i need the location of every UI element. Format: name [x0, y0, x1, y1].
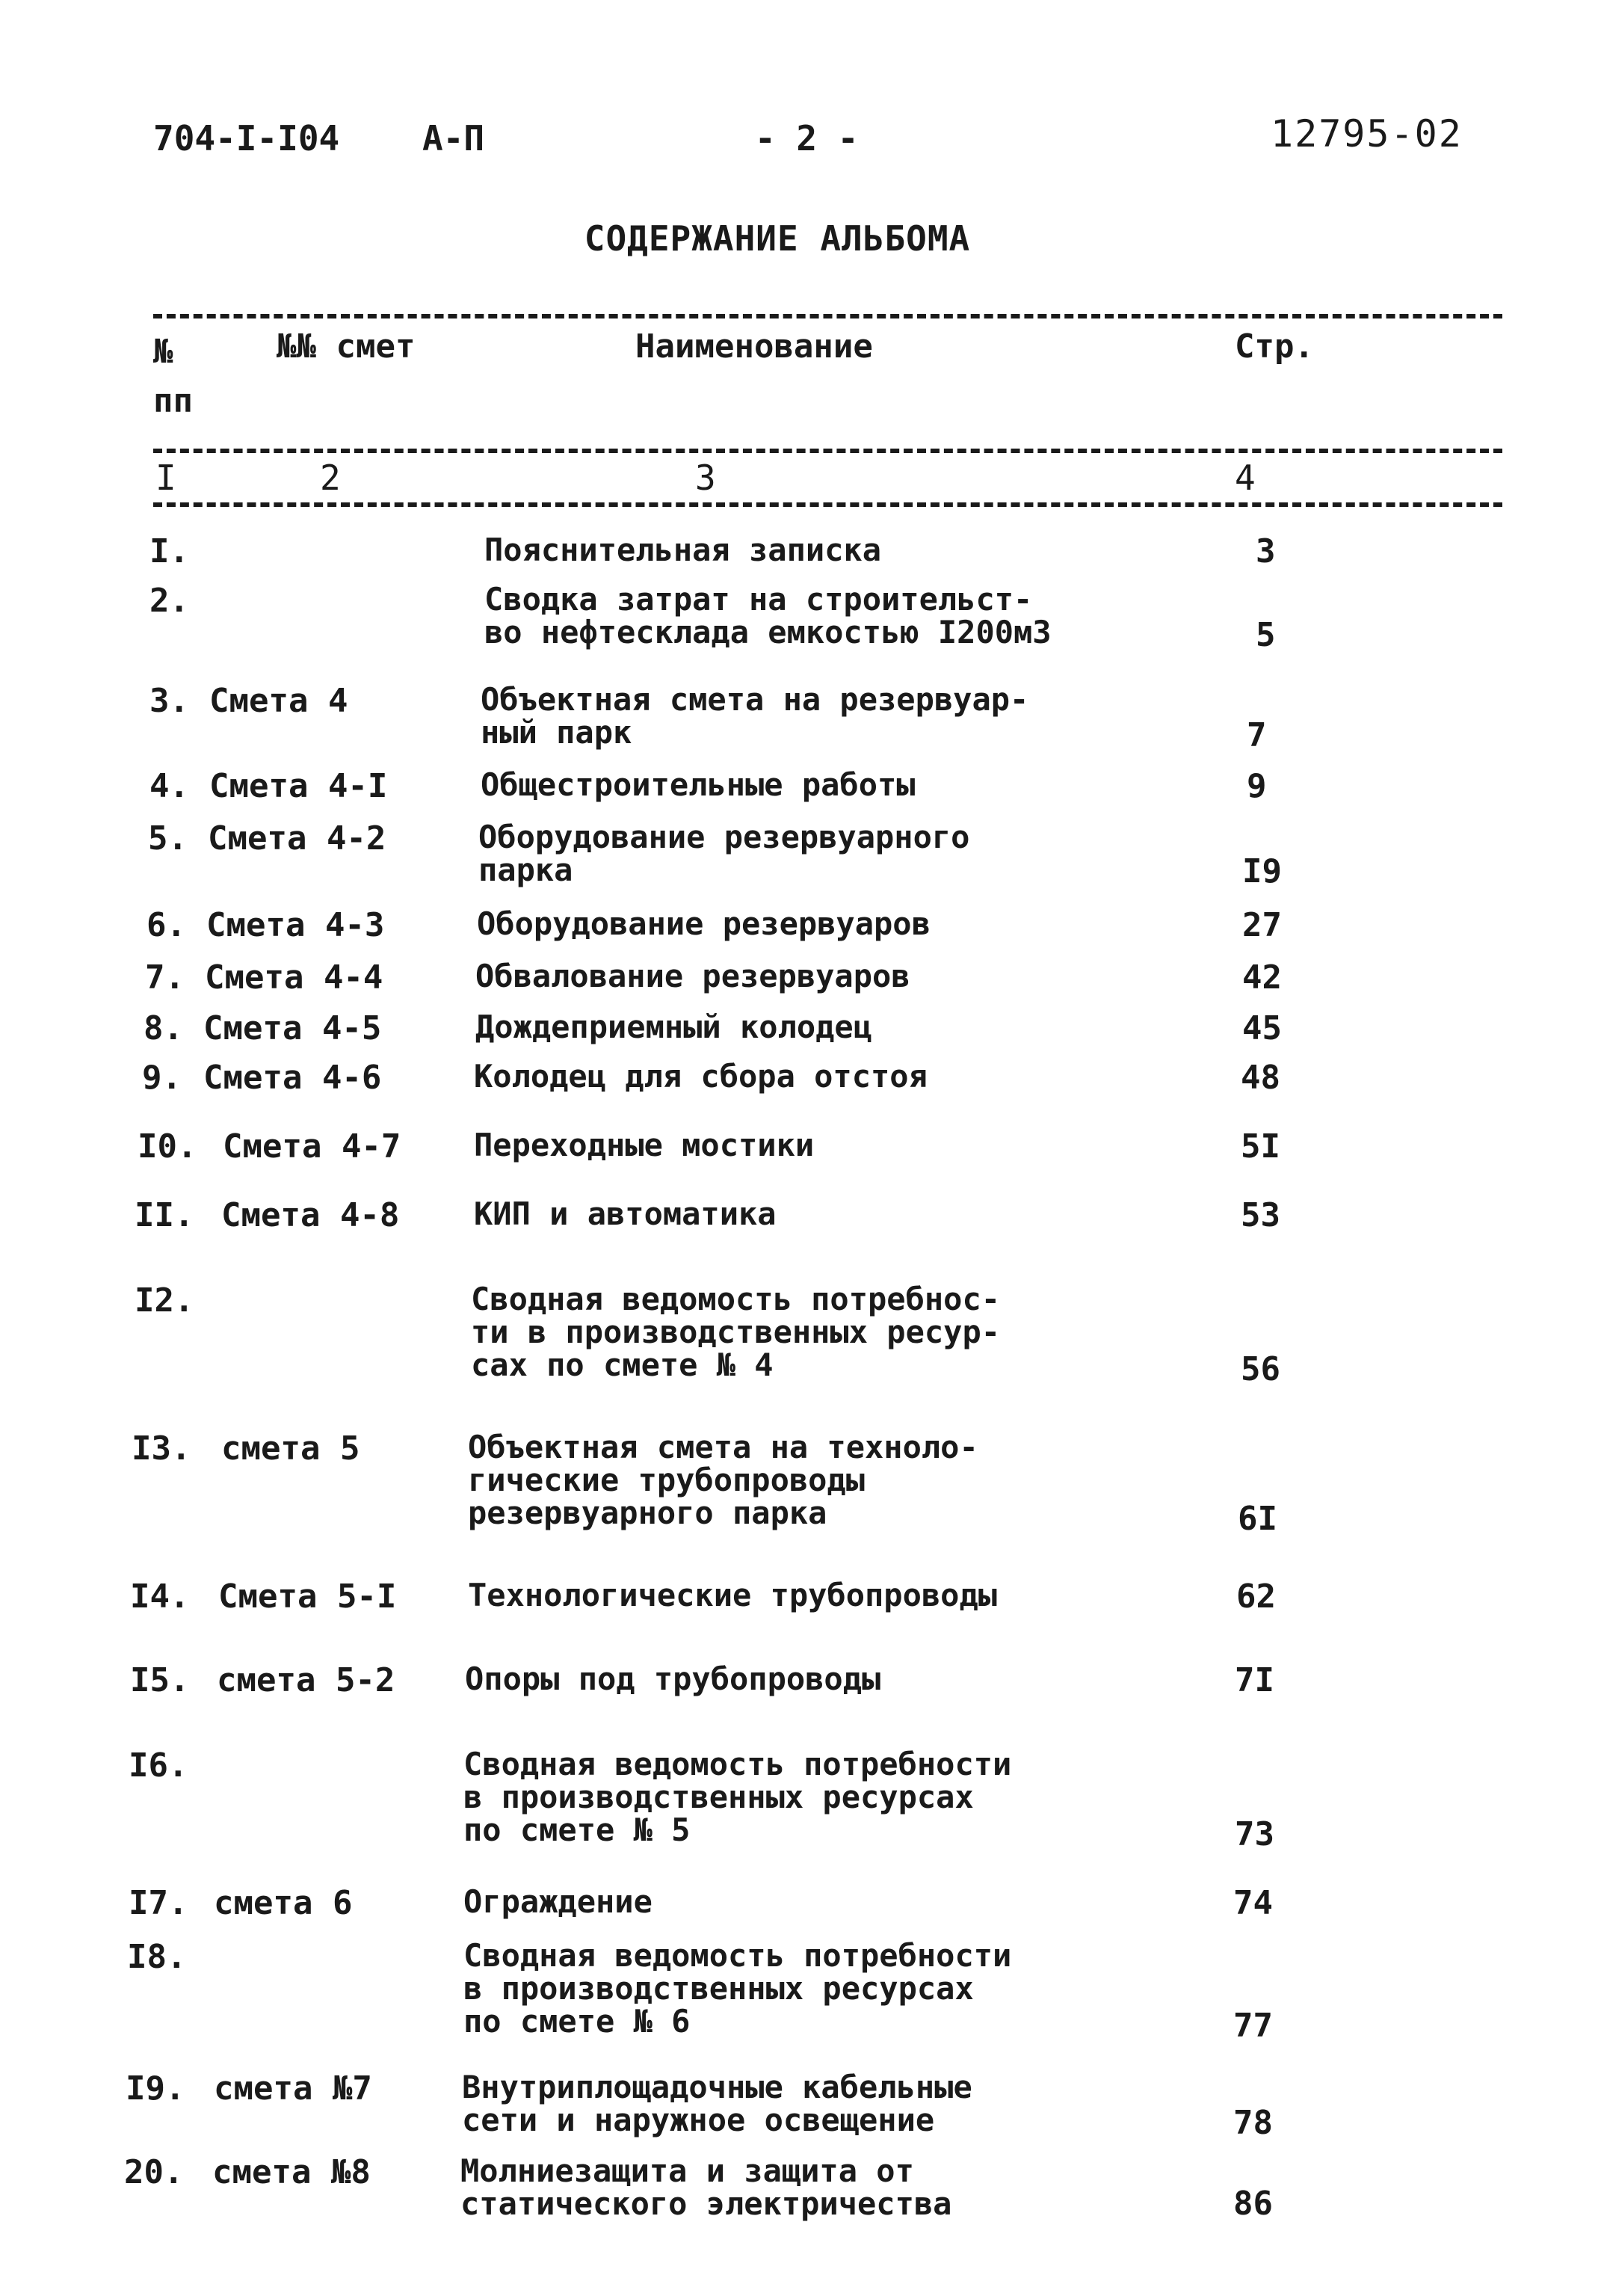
row-estimate: Смета 4-7 [223, 1127, 401, 1166]
row-estimate: Смета 4-4 [205, 958, 383, 997]
row-estimate: смета 6 [214, 1884, 353, 1922]
row-estimate: смета 5 [221, 1429, 360, 1468]
row-number: 8. [144, 1009, 183, 1047]
row-name: Дождеприемный колодец [475, 1009, 873, 1045]
row-number: 20. [124, 2153, 184, 2191]
row-page: 27 [1242, 906, 1282, 944]
row-number: I2. [135, 1281, 194, 1320]
row-estimate: смета №7 [214, 2069, 372, 2108]
row-number: I4. [130, 1578, 190, 1616]
column-number-1: I [155, 458, 176, 498]
row-estimate: Смета 4-2 [208, 819, 386, 858]
row-name: Молниезащита и защита от статического электричества [460, 2152, 952, 2222]
row-estimate: смета 5-2 [217, 1661, 395, 1699]
row-name: Объектная смета на резервуар- ный парк [481, 681, 1029, 751]
table-top-rule [153, 314, 1502, 318]
row-number: 9. [142, 1059, 182, 1097]
row-estimate: Смета 4-6 [203, 1059, 382, 1097]
header-bottom-rule [153, 449, 1502, 453]
row-estimate: Смета 4-3 [206, 906, 385, 944]
row-number: I0. [138, 1127, 197, 1166]
row-estimate: смета №8 [212, 2153, 371, 2191]
row-page: 7I [1235, 1661, 1274, 1699]
row-page: 62 [1236, 1578, 1276, 1616]
row-estimate: Смета 4-5 [203, 1009, 382, 1047]
row-name: Сводка затрат на строительст- во нефтесклада емкостью I200м3 [484, 581, 1052, 650]
page-title: СОДЕРЖАНИЕ АЛЬБОМА [584, 218, 971, 259]
row-name: Обвалование резервуаров [475, 958, 910, 994]
row-page: 73 [1235, 1815, 1274, 1853]
row-number: 3. [149, 682, 189, 720]
row-page: 7 [1247, 716, 1267, 754]
row-number: I5. [130, 1661, 190, 1699]
row-number: I7. [129, 1884, 188, 1922]
row-page: 86 [1233, 2185, 1273, 2223]
row-estimate: Смета 5-I [218, 1578, 397, 1616]
row-name: Ограждение [463, 1883, 653, 1920]
row-name: Оборудование резервуаров [477, 905, 931, 942]
row-number: II. [135, 1196, 194, 1234]
row-number: I6. [129, 1746, 188, 1785]
row-page: 56 [1241, 1350, 1280, 1388]
row-number: 6. [146, 906, 186, 944]
row-page: 45 [1242, 1009, 1282, 1047]
row-page: 53 [1241, 1196, 1280, 1234]
row-name: Объектная смета на техноло- гические трубопроводы резервуарного парка [468, 1429, 978, 1531]
row-name: Сводная ведомость потребности в производственных ресурсах по смете № 5 [463, 1746, 1012, 1848]
row-name: КИП и автоматика [474, 1195, 777, 1232]
column-number-4: 4 [1235, 458, 1256, 498]
row-page: 6I [1238, 1500, 1277, 1538]
row-name: Опоры под трубопроводы [465, 1661, 881, 1697]
row-number: I3. [132, 1429, 191, 1468]
column-header-page: Стр. [1235, 327, 1314, 366]
row-page: 74 [1233, 1884, 1273, 1922]
row-number: I8. [127, 1938, 187, 1976]
page-number: - 2 - [755, 118, 859, 158]
row-page: 3 [1256, 532, 1276, 570]
row-page: 9 [1247, 767, 1267, 805]
row-name: Оборудование резервуарного парка [478, 819, 970, 888]
row-estimate: Смета 4-I [209, 767, 388, 805]
column-header-estimate: №№ смет [277, 327, 416, 366]
column-header-no: № пп [153, 333, 193, 420]
row-estimate: Смета 4-8 [221, 1196, 400, 1234]
row-name: Переходные мостики [474, 1127, 815, 1163]
row-name: Сводная ведомость потребнос- ти в производственных ресур- сах по смете № 4 [471, 1281, 1001, 1383]
row-page: 78 [1233, 2104, 1273, 2142]
inventory-number: 12795-02 [1271, 112, 1463, 156]
column-header-name: Наименование [635, 327, 873, 366]
column-number-3: 3 [695, 458, 716, 498]
row-page: 5I [1241, 1127, 1280, 1166]
row-number: 4. [149, 767, 189, 805]
row-number: I9. [126, 2069, 185, 2108]
row-page: I9 [1242, 852, 1282, 890]
document-code: 704-I-I04 [153, 118, 340, 158]
row-name: Сводная ведомость потребности в производственных ресурсах по смете № 6 [463, 1937, 1012, 2040]
sheet-code: А-П [422, 118, 485, 158]
row-estimate: Смета 4 [209, 682, 348, 720]
row-number: I. [149, 532, 189, 570]
row-number: 2. [149, 582, 189, 620]
row-name: Пояснительная записка [484, 532, 882, 568]
row-number: 7. [145, 958, 185, 997]
row-page: 5 [1256, 616, 1276, 654]
column-numbers-rule [153, 502, 1502, 507]
column-number-2: 2 [320, 458, 341, 498]
row-name: Общестроительные работы [481, 766, 916, 803]
row-name: Технологические трубопроводы [468, 1577, 998, 1613]
row-page: 77 [1233, 2007, 1273, 2045]
row-page: 48 [1241, 1059, 1280, 1097]
row-number: 5. [148, 819, 188, 858]
row-name: Колодец для сбора отстоя [474, 1058, 928, 1095]
row-name: Внутриплощадочные кабельные сети и наружное освещение [462, 2069, 972, 2138]
row-page: 42 [1242, 958, 1282, 997]
